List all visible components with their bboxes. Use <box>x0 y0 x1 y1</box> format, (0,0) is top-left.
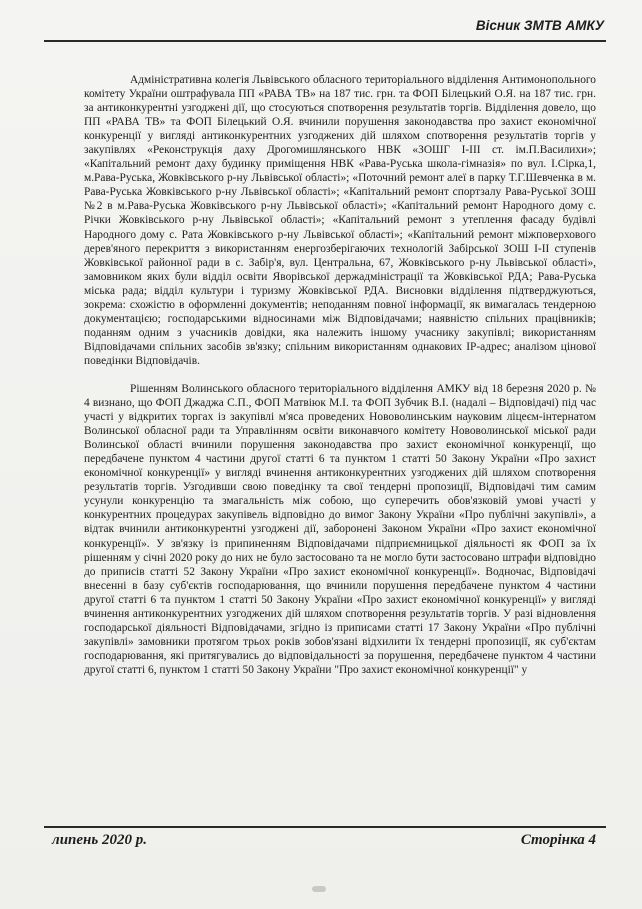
issue-date: липень 2020 р. <box>52 832 147 848</box>
scan-mark <box>312 886 326 892</box>
article-body <box>84 73 596 677</box>
journal-title: Вісник ЗМТВ АМКУ <box>475 18 604 33</box>
paragraph-volyn-case: Рішенням Волинського обласного територіального відділення АМКУ від 18 березня 2020 р. № 4 визнано, що ФОП Джаджа С.П., ФОП Матвіюк М.І. та ФОП Зубчик В.І. (надалі – Відповідачі) під час участі у відкритих торгах із закупівлі м'яса проведених Нововолинським науковим ліцеєм-інтернатом Волинської обласної ради та Управлінням освіти виконавчого комітету Нововолинської міської ради Волинської області вчинили порушення законодавства про захист економічної конкуренції, що передбачене пунктом 4 частини другої статті 6 та пунктом 1 статті 50 Закону України «Про захист економічної конкуренції» у вигляді вчинення антиконкурентних узгоджених дій шляхом спотворення результатів торгів. Узгодивши свою поведінку та свої тендерні пропозиції, Відповідачі тим самим усунули конкуренцію та змагальність між собою, що суперечить обов'язковій умові участі у конкурентних процедурах закупівель відповідно до вимог Закону України «Про публічні закупівлі», а відтак вчинили антиконкурентні узгоджені дії, заборонені Законом України «Про захист економічної конкуренції». У зв'язку із припиненням Відповідачами підприємницької діяльності як ФОП за їх рішенням у січні 2020 року до них не було застосовано та не могло бути застосовано штрафи відповідно до приписів статті 52 Закону України «Про захист економічної конкуренції». Водночас, Відповідачі внесенні в базу суб'єктів господарювання, що вчинили порушення передбачене пунктом 4 частини другої статті 6 та пунктом 1 статті 50 Закону України «Про захист економічної конкуренції» у вигляді вчинення антиконкурентних узгоджених дій шляхом спотворення результатів торгів. У разі відновлення господарської діяльності Відповідачами, згідно із приписами статті 17 Закону України «Про публічні закупівлі» замовники протягом трьох років зобов'язані відхилити їх тендерні пропозиції, як суб'єктам господарювання, які притягувались до відповідальності за порушення, передбачене пунктом 4 частини другої статті 6, пунктом 1 статті 50 Закону України "Про захист економічної конкуренції" у <box>84 382 596 676</box>
footer-rule <box>44 826 606 828</box>
paragraph-lviv-case: Адміністративна колегія Львівського обласного територіального відділення Антимонопольного комітету України оштрафувала ПП «РАВА ТВ» на 187 тис. грн. та ФОП Білецький О.Я. на 187 тис. грн. за антиконкурентні узгоджені дії, що стосуються спотворення результатів торгів. Відділення довело, що ПП «РАВА ТВ» та ФОП Білецький О.Я. вчинили порушення законодавства про захист економічної конкуренції у вигляді антиконкурентних узгоджених дій шляхом спотворення результатів торгів у закупівлях «Реконструкція даху Дрогомишлянського НВК «ЗОШГ І-ІІІ ст. ім.П.Василихи»; «Капітальний ремонт даху будинку приміщення НВК «Рава-Руська школа-гімназія» по вул. І.Сірка,1, м.Рава-Руська, Жовківського р-ну Львівської області»; «Поточний ремонт алеї в парку Т.Г.Шевченка в м. Рава-Руська Жовківського р-ну Львівської області»; «Капітальний ремонт спортзалу Рава-Руської ЗОШ №2 в м.Рава-Руська Жовківського р-ну Львівської області»; «Капітальний ремонт Народного дому с. Річки Жовківського р-ну Львівської області»; «Капітальний ремонт з утеплення фасаду будівлі Народного дому с. Рата Жовківського р-ну Львівської області»; «Капітальний ремонт міжповерхового дерев'яного перекриття з використанням енергозберігаючих технологій Забірської ЗОШ І-ІІ ступенів Жовківської районної ради в с. Забір'я, вул. Центральна, 67, Жовківського р-ну Львівської області», замовником яких були відділ освіти Яворівської держадміністрації та Жовківської РДА; Рава-Руська міська рада; відділ культури і туризму Жовківської РДА. Висновки відділення підтверджуються, зокрема: схожістю в оформленні документів; неподанням повної інформації, як вимагалась тендерною документацією; господарськими відносинами між Відповідачами; наявністю спільних працівників; поданням одним з учасників довідки, яка належить іншому учаснику закупівлі; використанням Відповідачами спільних засобів зв'язку; спільним використанням однакових IP-адрес; аналізом цінової поведінки Відповідачів. <box>84 74 596 367</box>
header-rule <box>44 40 606 42</box>
page-number: Сторінка 4 <box>520 832 596 848</box>
